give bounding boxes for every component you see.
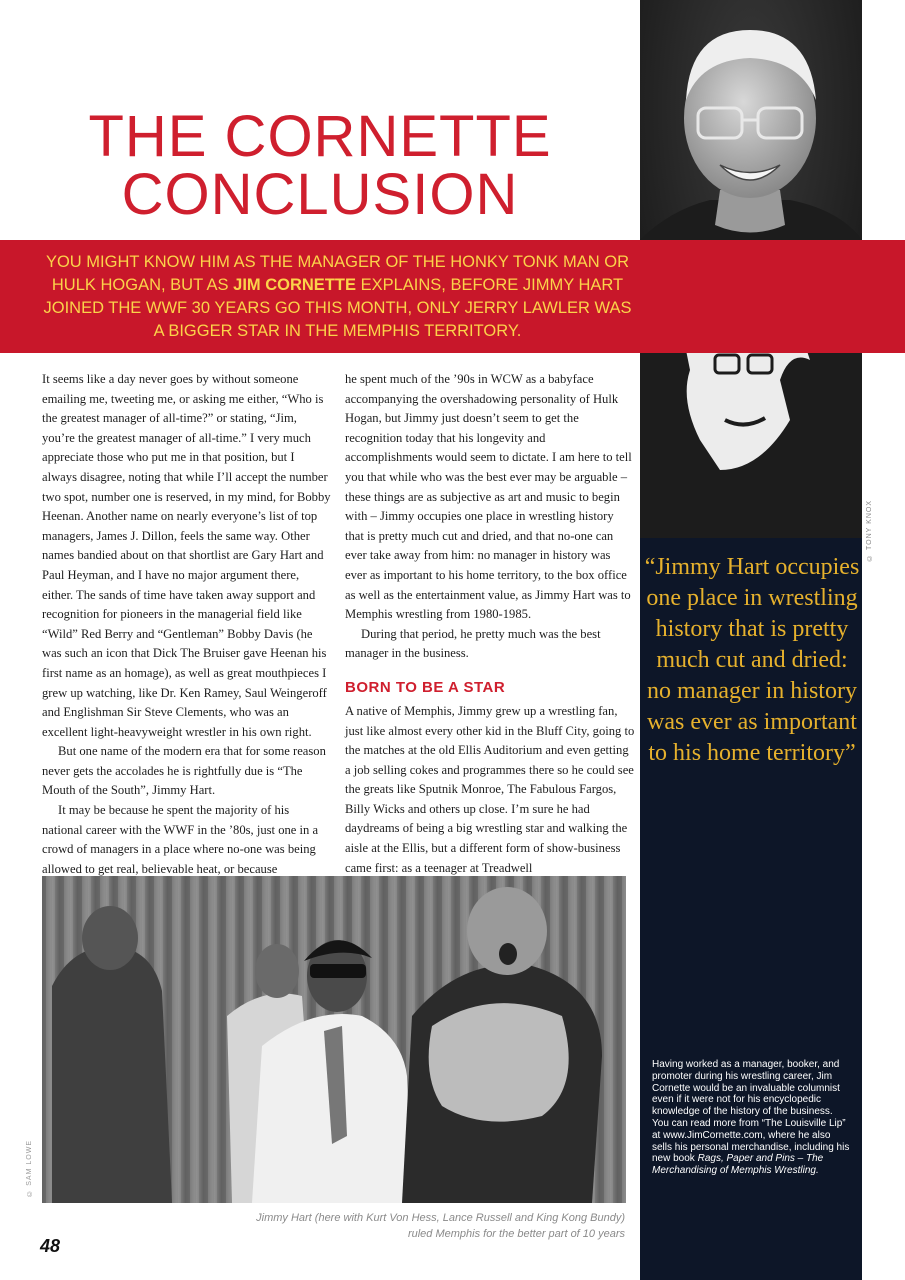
author-bio-text: Having worked as a manager, booker, and promoter during his wrestling career, Jim Cornette would be an invaluable columnist even if it were not for his encyclopedic knowledge of the history of the business. You can read more from “The Louisville Lip” at www.JimCornette.com, where he also sells his personal merchandise, including his new book [652,1059,850,1165]
photo-credit-top: © TONY KNOX [866,500,873,561]
paragraph: It seems like a day never goes by without someone emailing me, tweeting me, or asking me either, “Who is the greatest manager of all-time?” or stating, “Jim, you’re the greatest manager of all-time.” I very much appreciate those who put me in that position, but I always disagree, noting that while I’ll accept the number two spot, number one is reserved, in my mind, for Bobby Heenan. Another name on nearly everyone’s list of top managers, James J. Dillon, feels the same way. Other names bandied about on that shortlist are Gary Hart and Paul Heyman, and I have no major argument there, either. The sands of time have taken away support and recognition for pioneers in the managerial field like “Wild” Red Berry and “Gentleman” Bobby Davis (he was such an icon that Dick The Bruiser gave Heenan his first name as an homage), as well as great mouthpieces I grew up watching, like Dr. Ken Ramey, Saul Weingeroff and Englishman Sir Steve Clements, who was an excellent light-heavyweight wrestler in his own right. [42,372,331,739]
standfirst-rest: EXPLAINS, BEFORE JIMMY HART JOINED THE WWF 30 YEARS GO THIS MONTH, ONLY JERRY LAWLER WAS A BIGGER STAR IN THE MEMPHIS TERRITORY. [43,276,632,340]
body-column-1 [42,370,332,879]
group-photo-illustration [42,876,626,1203]
photo-credit-bottom: © SAM LOWE [26,1140,33,1197]
paragraph: he spent much of the ’90s in WCW as a babyface accompanying the overshadowing personality of Hulk Hogan, but Jimmy just doesn’t seem to get the recognition today that his longevity and accomplishments would seem to dictate. I am here to tell you that while who was the best ever may be arguable – these things are as subjective as art and music to begin with – Jimmy occupies one place in wrestling history that is pretty much cut and dried, and that no-one can ever take away from him: no manager in history was ever as important to his home territory, to the box office as well as the entertainment value, as Jimmy Hart was to Memphis wrestling from 1980-1985. [345,372,632,622]
paragraph: It may be because he spent the majority of his national career with the WWF in the ’80s, just one in a crowd of managers in a place where no-one was being allowed to get real, believable heat, or because [42,803,319,876]
section-subhead: BORN TO BE A STAR [345,678,506,696]
photo-caption: Jimmy Hart (here with Kurt Von Hess, Lance Russell and King Kong Bundy) ruled Memphis for the better part of 10 years [256,1212,625,1240]
author-bio [652,1059,852,1177]
book-title: Rags, Paper and Pins – The Merchandising of Memphis Wrestling. [652,1153,824,1177]
headline-line-1: THE CORNETTE [88,104,552,169]
headline [0,104,640,227]
paragraph: During that period, he pretty much was the best manager in the business. [345,626,601,661]
standfirst-author: JIM CORNETTE [233,276,356,294]
page-number: 48 [40,1236,61,1256]
body-column-2 [345,370,635,878]
headline-line-2: CONCLUSION [121,162,519,227]
standfirst-intro: YOU MIGHT KNOW HIM AS THE MANAGER OF THE HONKY TONK MAN OR HULK HOGAN, BUT AS [45,253,630,294]
paragraph: A native of Memphis, Jimmy grew up a wrestling fan, just like almost every other kid in the Bluff City, going to the matches at the old Ellis Auditorium and even getting a job selling cokes and programmes there so he could see the greats like Sputnik Monroe, The Fabulous Fargos, Billy Wicks and others up close. I’m sure he had daydreams of being a big wrestling star and walking the aisle at the Ellis, but a different form of show-business came first: as a teenager at Treadwell [345,703,635,875]
standfirst [40,251,635,343]
paragraph: But one name of the modern era that for some reason never gets the accolades he is rightfully due is “The Mouth of the South”, Jimmy Hart. [42,744,326,798]
pull-quote: “Jimmy Hart occupies one place in wrestling history that is pretty much cut and dried: no manager in history was ever as important to his home territory” [644,554,860,766]
jimmy-hart-group-photo [42,876,626,1203]
